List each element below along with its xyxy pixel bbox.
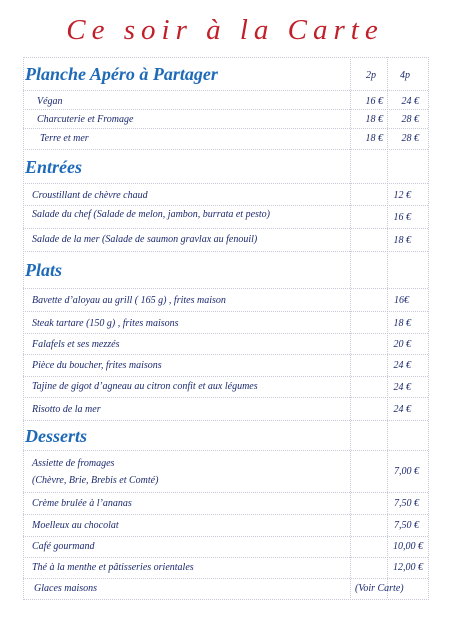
row-divider xyxy=(23,128,428,129)
menu-item-name: Végan xyxy=(37,96,63,107)
menu-item-price: 12 € xyxy=(393,190,411,201)
row-divider xyxy=(23,183,428,184)
menu-item-name: Moelleux au chocolat xyxy=(32,520,119,531)
section-heading-plats: Plats xyxy=(25,260,63,280)
menu-item-name: Bavette d’aloyau au grill ( 165 g) , frites maison xyxy=(32,295,226,306)
menu-item-price: 20 € xyxy=(393,339,411,350)
menu-item-price: 7,00 € xyxy=(394,466,419,477)
row-divider xyxy=(23,109,428,110)
menu-item-price: 18 € xyxy=(393,235,411,246)
menu-item-price: 24 € xyxy=(393,360,411,371)
menu-item-price: 12,00 € xyxy=(393,562,423,573)
row-divider xyxy=(23,251,428,252)
menu-item-name: Salade de la mer (Salade de saumon gravlax au fenouil) xyxy=(32,234,258,245)
price-2p: 18 € xyxy=(365,114,383,125)
row-divider xyxy=(23,333,428,334)
menu-item-price: 16€ xyxy=(394,295,409,306)
row-divider xyxy=(23,420,428,421)
row-divider xyxy=(23,536,428,537)
row-divider xyxy=(23,205,428,206)
menu-item-name: Falafels et ses mezzés xyxy=(32,339,120,350)
section-heading-planche: Planche Apéro à Partager xyxy=(25,64,218,84)
section-heading-desserts: Desserts xyxy=(25,426,87,446)
menu-item-name: Charcuterie et Fromage xyxy=(37,114,134,125)
column-divider-2p xyxy=(350,57,351,598)
menu-title: Ce soir à la Carte xyxy=(66,14,384,46)
row-divider xyxy=(23,492,428,493)
menu-item-price: 24 € xyxy=(393,382,411,393)
row-divider xyxy=(23,354,428,355)
menu-item-price: 18 € xyxy=(393,318,411,329)
row-divider xyxy=(23,397,428,398)
menu-item-price: 24 € xyxy=(393,404,411,415)
menu-item-name: Salade du chef (Salade de melon, jambon, burrata et pesto) xyxy=(32,209,271,220)
row-divider xyxy=(23,311,428,312)
menu-item-price: 16 € xyxy=(393,212,411,223)
column-header-4p: 4p xyxy=(400,70,410,81)
menu-item-name: Pièce du boucher, frites maisons xyxy=(32,360,162,371)
menu-item-price: 7,50 € xyxy=(394,498,419,509)
menu-item-price: 7,50 € xyxy=(394,520,419,531)
menu-item-price: 10,00 € xyxy=(393,541,423,552)
menu-item-name: Crème brulée à l’ananas xyxy=(32,498,132,509)
row-divider xyxy=(23,557,428,558)
row-divider xyxy=(23,450,428,451)
column-header-2p: 2p xyxy=(366,70,376,81)
menu-item-name: Risotto de la mer xyxy=(32,404,101,415)
row-divider xyxy=(23,90,428,91)
menu-item-name: Terre et mer xyxy=(40,133,89,144)
menu-item-name: Café gourmand xyxy=(32,541,95,552)
menu-item-description: (Chèvre, Brie, Brebis et Comté) xyxy=(32,475,159,486)
row-divider xyxy=(23,578,428,579)
price-4p: 28 € xyxy=(401,114,419,125)
column-divider-4p xyxy=(387,57,388,598)
row-divider xyxy=(23,228,428,229)
menu-item-name: Steak tartare (150 g) , frites maisons xyxy=(32,318,179,329)
section-heading-entrees: Entrées xyxy=(25,157,83,177)
row-divider xyxy=(23,514,428,515)
price-4p: 28 € xyxy=(401,133,419,144)
menu-item-name: Croustillant de chèvre chaud xyxy=(32,190,148,201)
price-2p: 18 € xyxy=(365,133,383,144)
menu-item-name: Tajine de gigot d’agneau au citron confit et aux légumes xyxy=(32,381,258,392)
row-divider xyxy=(23,149,428,150)
menu-item-name: Glaces maisons xyxy=(34,583,98,594)
menu-item-note: (Voir Carte) xyxy=(355,583,404,594)
menu-item-name: Thé à la menthe et pâtisseries orientales xyxy=(32,562,194,573)
menu-item-name: Assiette de fromages xyxy=(32,458,115,469)
price-4p: 24 € xyxy=(401,96,419,107)
row-divider xyxy=(23,376,428,377)
row-divider xyxy=(23,288,428,289)
price-2p: 16 € xyxy=(365,96,383,107)
